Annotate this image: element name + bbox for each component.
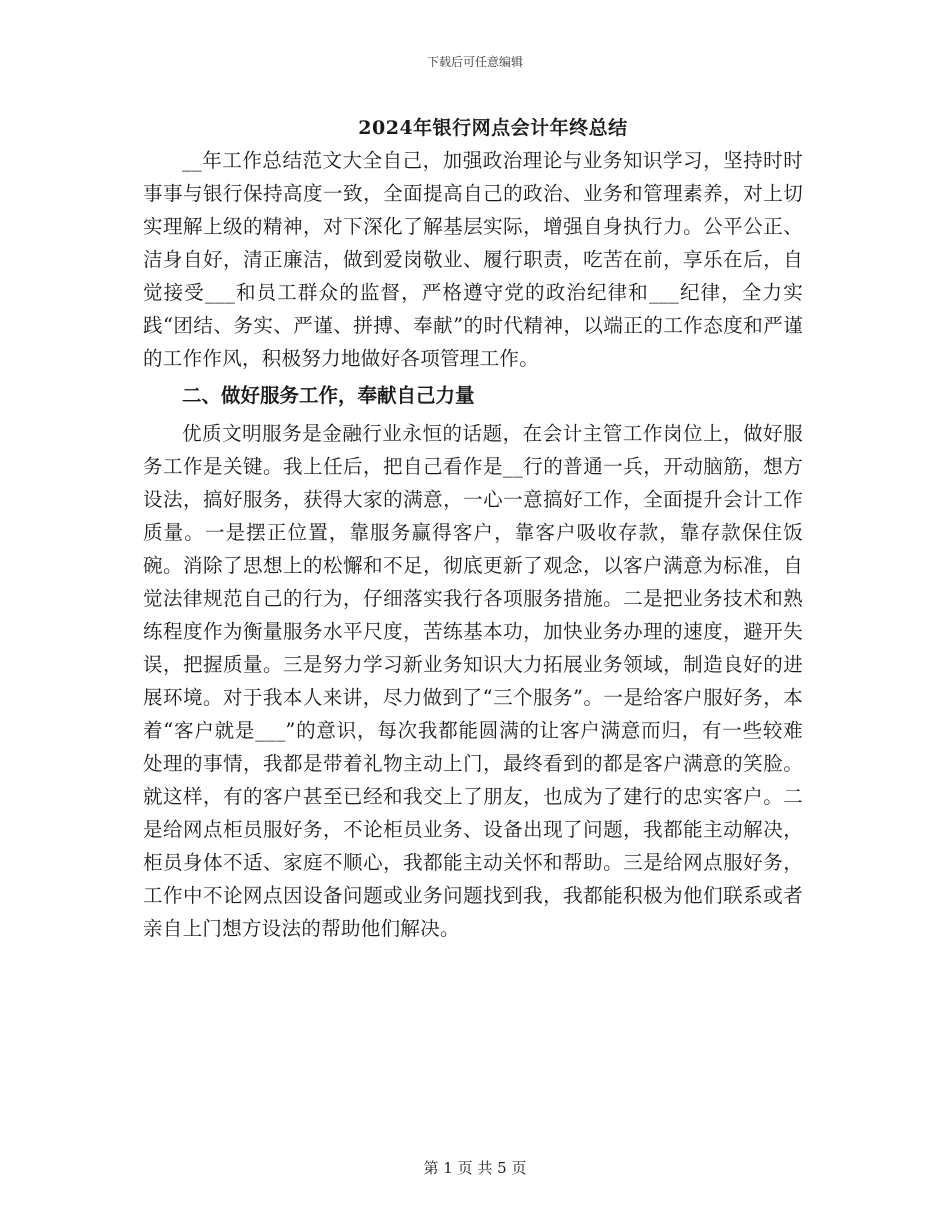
document-body <box>143 112 803 945</box>
document-title: 2024年银行网点会计年终总结 <box>358 117 628 139</box>
section-heading-2: 二、做好服务工作，奉献自己力量 <box>182 384 475 407</box>
header-note: 下载后可任意编辑 <box>426 55 523 69</box>
paragraph-intro: __年工作总结范文大全自己，加强政治理论与业务知识学习，坚持时时事事与银行保持高度一致，全面提高自己的政治、业务和管理素养，对上切实理解上级的精神，对下深化了解基层实际，增强自身执行力。公平公正、洁身自好，清正廉洁，做到爱岗敬业、履行职责，吃苦在前，享乐在后，自觉接受___和员工群众的监督，严格遵守党的政治纪律和___纪律，全力实践“团结、务实、严谨、拼搏、奉献”的时代精神，以端正的工作态度和严谨的工作作风，积极努力地做好各项管理工作。 <box>143 149 803 370</box>
page-number-footer: 第 1 页 共 5 页 <box>423 1159 527 1177</box>
paragraph-service: 优质文明服务是金融行业永恒的话题，在会计主管工作岗位上，做好服务工作是关键。我上任后，把自己看作是__行的普通一兵，开动脑筋，想方设法，搞好服务，获得大家的满意，一心一意搞好工作，全面提升会计工作质量。一是摆正位置，靠服务赢得客户，靠客户吸收存款，靠存款保住饭碗。消除了思想上的松懈和不足，彻底更新了观念，以客户满意为标准，自觉法律规范自己的行为，仔细落实我行各项服务措施。二是把业务技术和熟练程度作为衡量服务水平尺度，苦练基本功，加快业务办理的速度，避开失误，把握质量。三是努力学习新业务知识大力拓展业务领域，制造良好的进展环境。对于我本人来讲，尽力做到了“三个服务”。一是给客户服好务，本着“客户就是___”的意识，每次我都能圆满的让客户满意而归，有一些较难处理的事情，我都是带着礼物主动上门，最终看到的都是客户满意的笑脸。就这样，有的客户甚至已经和我交上了朋友，也成为了建行的忠实客户。二是给网点柜员服好务，不论柜员业务、设备出现了问题，我都能主动解决，柜员身体不适、家庭不顺心，我都能主动关怀和帮助。三是给网点服好务，工作中不论网点因设备问题或业务问题找到我，我都能积极为他们联系或者亲自上门想方设法的帮助他们解决。 <box>143 422 803 940</box>
